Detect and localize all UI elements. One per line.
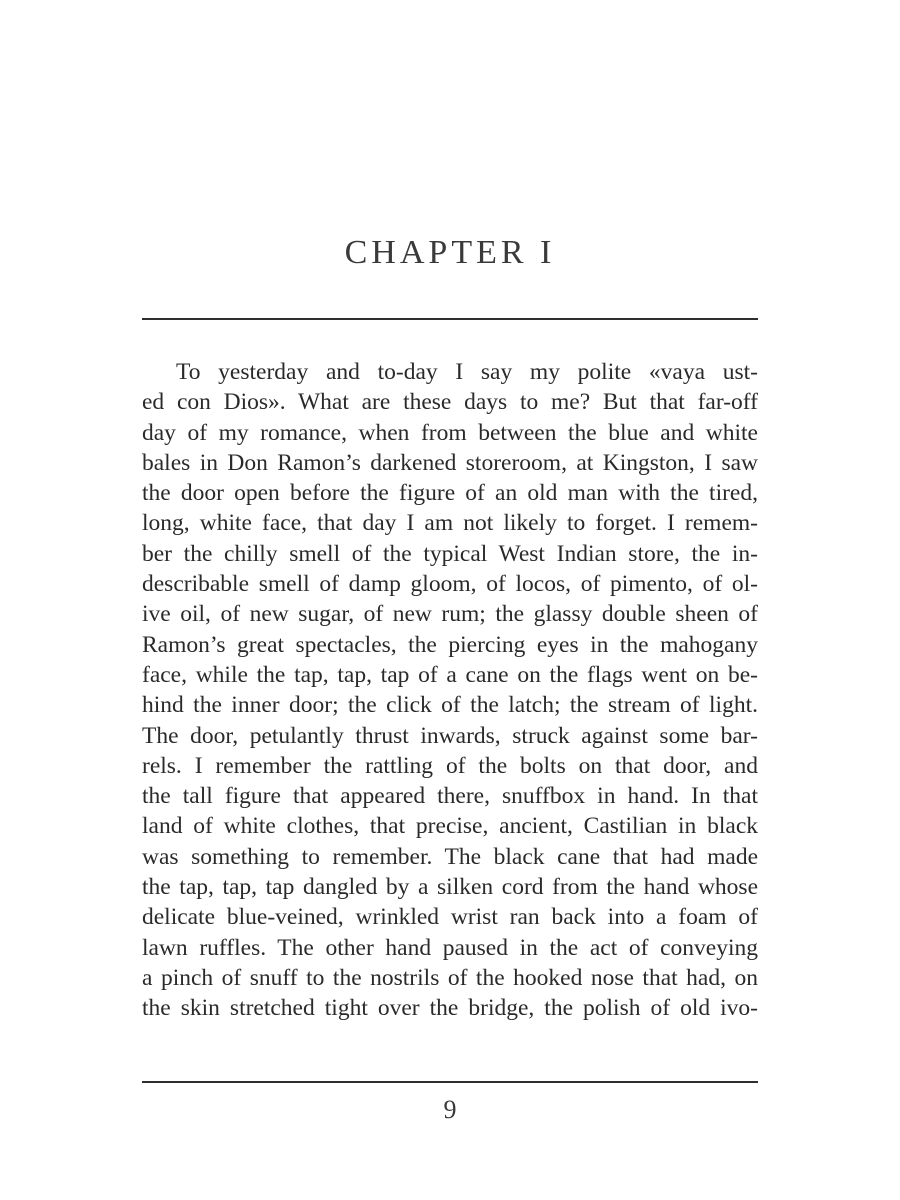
text-line: bales in Don Ramon’s darkened storeroom, at Kingston, I saw <box>142 449 758 476</box>
text-line: the tap, tap, tap dangled by a silken cord from the hand whose <box>142 874 758 901</box>
text-line: ive oil, of new sugar, of new rum; the glassy double sheen of <box>142 601 758 628</box>
text-line: delicate blue-veined, wrinkled wrist ran back into a foam of <box>142 904 758 931</box>
text-line: Ramon’s great spectacles, the piercing eyes in the mahogany <box>142 631 758 658</box>
text-line: To yesterday and to-day I say my polite «vaya ust- <box>176 359 758 385</box>
text-line: was something to remember. The black cane that had made <box>142 843 758 870</box>
text-line: long, white face, that day I am not likely to forget. I remem- <box>142 510 758 537</box>
top-divider <box>142 318 758 320</box>
text-line: ed con Dios». What are these days to me? But that far-off <box>142 389 758 416</box>
text-line: describable smell of damp gloom, of locos, of pimento, of ol- <box>142 571 758 598</box>
bottom-divider <box>142 1081 758 1083</box>
text-line: lawn ruffles. The other hand paused in the act of conveying <box>142 934 758 961</box>
text-line: day of my romance, when from between the blue and white <box>142 419 758 446</box>
page-number: 9 <box>443 1095 457 1124</box>
text-line: rels. I remember the rattling of the bolts on that door, and <box>142 752 758 779</box>
text-line: ber the chilly smell of the typical West Indian store, the in- <box>142 540 758 567</box>
body-paragraph <box>142 357 758 1024</box>
text-line: hind the inner door; the click of the latch; the stream of light. <box>142 692 758 719</box>
text-line: the skin stretched tight over the bridge, the polish of old ivo- <box>142 995 758 1022</box>
text-line: a pinch of snuff to the nostrils of the hooked nose that had, on <box>142 964 758 991</box>
text-line: the tall figure that appeared there, snuffbox in hand. In that <box>142 783 758 810</box>
text-line: land of white clothes, that precise, ancient, Castilian in black <box>142 813 758 840</box>
chapter-title: CHAPTER I <box>344 234 556 271</box>
text-line: The door, petulantly thrust inwards, struck against some bar- <box>142 722 758 749</box>
text-line: the door open before the figure of an old man with the tired, <box>142 480 758 507</box>
text-line: face, while the tap, tap, tap of a cane on the flags went on be- <box>142 661 758 688</box>
